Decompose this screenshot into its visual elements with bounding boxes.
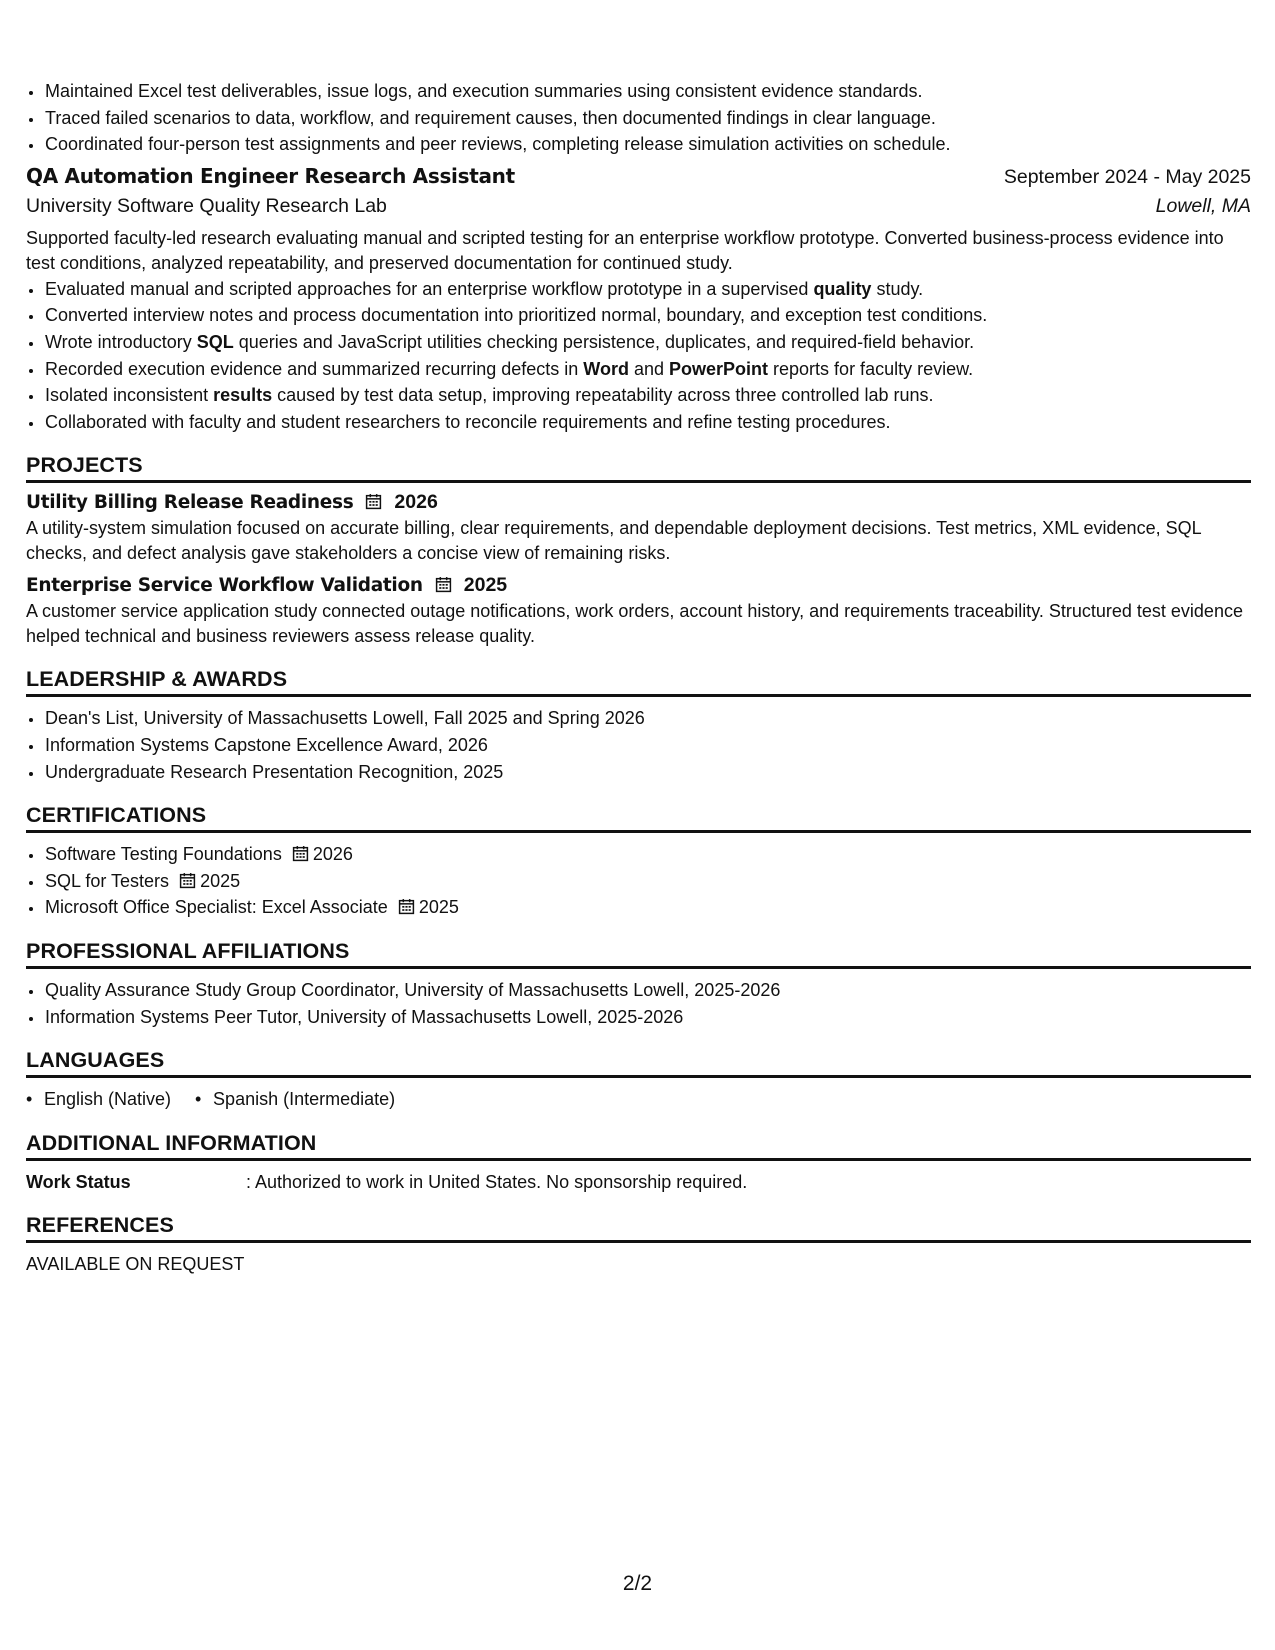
previous-job-bullets	[26, 78, 1251, 158]
cert-name: Software Testing Foundations	[45, 844, 282, 865]
list-item: • Undergraduate Research Presentation Recognition, 2025	[44, 759, 1251, 786]
project-year: 2026	[394, 491, 438, 514]
page-number: 2/2	[622, 1572, 653, 1595]
project-description: A utility-system simulation focused on accurate billing, clear requirements, and dependable deployment decisions. Test metrics, XML evidence, SQL checks, and defect analysis gave stakeholders a concise view of remaining risks.	[26, 518, 1201, 564]
list-item	[44, 868, 1251, 895]
section-title-languages: LANGUAGES	[26, 1048, 1251, 1078]
job-org-row	[26, 195, 1251, 218]
leadership-list	[26, 705, 1251, 785]
calendar-icon	[361, 493, 386, 513]
section-title-additional: ADDITIONAL INFORMATION	[26, 1131, 1251, 1161]
resume-page	[26, 78, 1251, 1277]
work-status-label: Work Status	[26, 1171, 131, 1192]
calendar-icon	[431, 576, 456, 596]
list-item: • Collaborated with faculty and student researchers to reconcile requirements and refine testing procedures.	[44, 409, 1251, 436]
job-header	[26, 164, 1251, 189]
affiliations-list	[26, 977, 1251, 1030]
list-item	[44, 841, 1251, 868]
calendar-icon	[388, 897, 419, 917]
job-bullets	[26, 276, 1251, 436]
project-title: Utility Billing Release Readiness	[26, 492, 354, 514]
section-title-affiliations: PROFESSIONAL AFFILIATIONS	[26, 939, 1251, 969]
job-location: Lowell, MA	[1155, 194, 1251, 217]
work-status-value: : Authorized to work in United States. No sponsorship required.	[246, 1171, 748, 1192]
section-title-certifications: CERTIFICATIONS	[26, 803, 1251, 833]
list-item: • Traced failed scenarios to data, workflow, and requirement causes, then documented findings in clear language.	[44, 105, 1251, 132]
list-item: • Recorded execution evidence and summarized recurring defects in Word and PowerPoint reports for faculty review.	[44, 356, 1251, 383]
references-text: AVAILABLE ON REQUEST	[26, 1253, 245, 1274]
list-item: • Coordinated four-person test assignments and peer reviews, completing release simulation activities on schedule.	[44, 131, 1251, 158]
calendar-icon	[169, 871, 200, 891]
list-item: • Wrote introductory SQL queries and JavaScript utilities checking persistence, duplicates, and required-field behavior.	[44, 329, 1251, 356]
certifications-list	[26, 841, 1251, 921]
job-title: QA Automation Engineer Research Assistant	[26, 163, 515, 188]
list-item: • English (Native)	[26, 1086, 171, 1113]
job-dates: September 2024 - May 2025	[1003, 165, 1251, 188]
cert-year: 2026	[312, 844, 353, 865]
list-item: • Quality Assurance Study Group Coordinator, University of Massachusetts Lowell, 2025-2026	[44, 977, 1251, 1004]
list-item: • Dean's List, University of Massachusetts Lowell, Fall 2025 and Spring 2026	[44, 705, 1251, 732]
cert-year: 2025	[200, 870, 241, 891]
job-organization: University Software Quality Research Lab	[26, 194, 387, 217]
list-item: • Information Systems Peer Tutor, University of Massachusetts Lowell, 2025-2026	[44, 1004, 1251, 1031]
cert-name: Microsoft Office Specialist: Excel Associate	[45, 897, 388, 918]
list-item: • Maintained Excel test deliverables, issue logs, and execution summaries using consistent evidence standards.	[44, 78, 1251, 105]
languages-list	[26, 1086, 1251, 1113]
list-item	[44, 894, 1251, 921]
project-description: A customer service application study connected outage notifications, work orders, account history, and requirements traceability. Structured test evidence helped technical and business reviewers assess release quality.	[26, 601, 1243, 647]
section-title-leadership: LEADERSHIP & AWARDS	[26, 667, 1251, 697]
cert-name: SQL for Testers	[45, 870, 170, 891]
section-title-projects: PROJECTS	[26, 453, 1251, 483]
project-year: 2025	[463, 574, 508, 597]
calendar-icon	[282, 844, 313, 864]
job-summary: Supported faculty-led research evaluating manual and scripted testing for an enterprise workflow prototype. Converted business-process evidence into test conditions, analyzed repeatability, and preserved documentation for continued study.	[26, 227, 1224, 273]
list-item: • Spanish (Intermediate)	[195, 1086, 395, 1113]
list-item: • Evaluated manual and scripted approaches for an enterprise workflow prototype in a supervised quality study.	[44, 276, 1251, 303]
cert-year: 2025	[418, 897, 459, 918]
project-header	[26, 574, 1251, 597]
section-title-references: REFERENCES	[26, 1213, 1251, 1243]
project-header	[26, 491, 1251, 514]
list-item: • Information Systems Capstone Excellence Award, 2026	[44, 732, 1251, 759]
list-item: • Isolated inconsistent results caused by test data setup, improving repeatability across three controlled lab runs.	[44, 382, 1251, 409]
work-status-row	[26, 1169, 1251, 1195]
project-title: Enterprise Service Workflow Validation	[26, 575, 423, 597]
list-item: • Converted interview notes and process documentation into prioritized normal, boundary, and exception test conditions.	[44, 302, 1251, 329]
